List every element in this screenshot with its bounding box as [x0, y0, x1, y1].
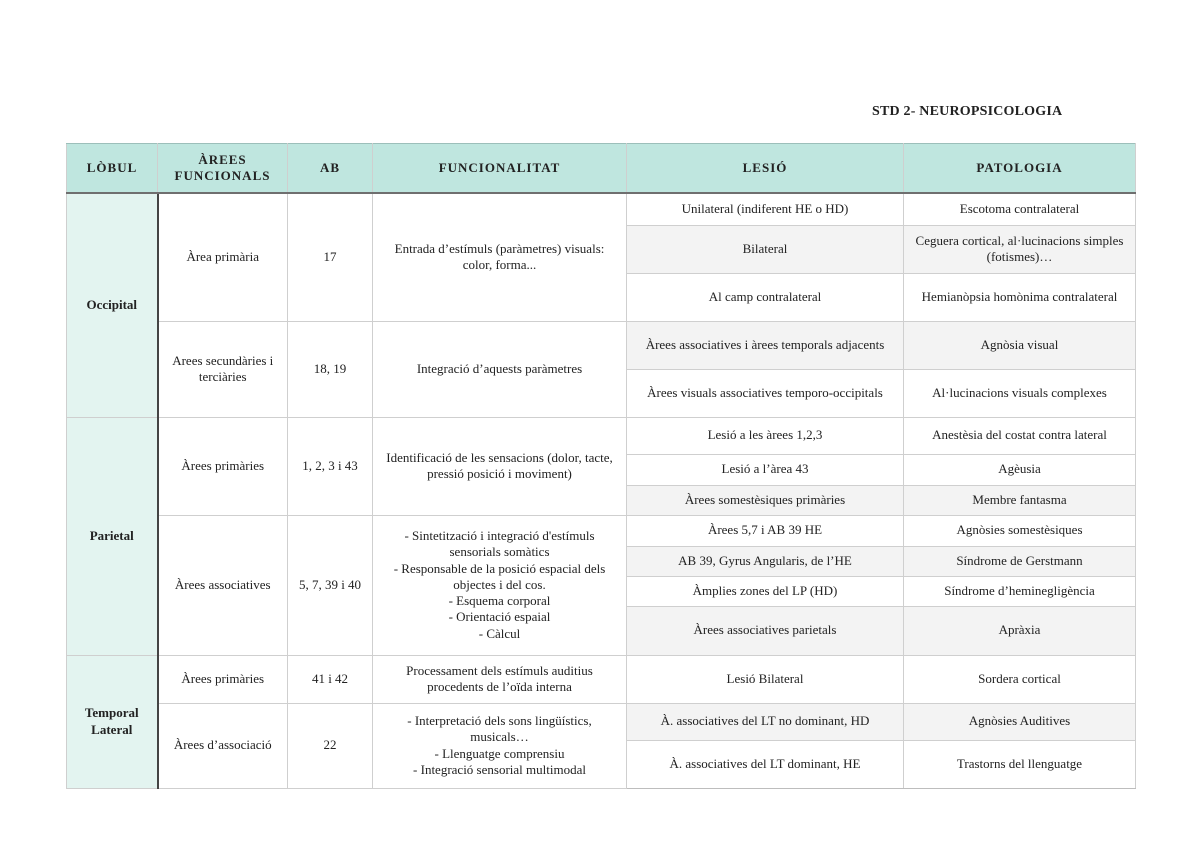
area-name: Àrees d’associació — [158, 703, 288, 788]
lesion-cell: Àrees visuals associatives temporo-occipitals — [627, 369, 904, 417]
lesion-cell: Àrees 5,7 i AB 39 HE — [627, 515, 904, 546]
pathology-cell: Hemianòpsia homònima contralateral — [904, 273, 1136, 321]
column-header-patologia: PATOLOGIA — [904, 144, 1136, 194]
table-row — [67, 655, 1136, 703]
pathology-cell: Anestèsia del costat contra lateral — [904, 417, 1136, 454]
area-ab: 41 i 42 — [288, 655, 373, 703]
column-header-ab: AB — [288, 144, 373, 194]
area-function: Processament dels estímuls auditius procedents de l’oïda interna — [373, 655, 627, 703]
pathology-cell: Escotoma contralateral — [904, 193, 1136, 225]
column-header-arees-funcionals: ÀREES FUNCIONALS — [158, 144, 288, 194]
lobe-occipital: Occipital — [67, 193, 158, 417]
area-function: - Sintetització i integració d'estímuls sensorials somàtics - Responsable de la posició espacial dels objectes i del cos. - Esquema corporal - Orientació espaial - Càlcul — [373, 515, 627, 655]
pathology-cell: Síndrome d’heminegligència — [904, 576, 1136, 606]
lesion-cell: À. associatives del LT dominant, HE — [627, 740, 904, 788]
pathology-cell: Sordera cortical — [904, 655, 1136, 703]
lesion-cell: À. associatives del LT no dominant, HD — [627, 703, 904, 740]
column-header-lobul: LÒBUL — [67, 144, 158, 194]
pathology-cell: Síndrome de Gerstmann — [904, 546, 1136, 576]
lesion-cell: Bilateral — [627, 225, 904, 273]
document-title: STD 2- NEUROPSICOLOGIA — [872, 104, 1063, 119]
lesion-cell: Lesió a les àrees 1,2,3 — [627, 417, 904, 454]
neuropsychology-table — [66, 143, 1136, 789]
area-function: - Interpretació dels sons lingüístics, musicals… - Llenguatge comprensiu - Integració sensorial multimodal — [373, 703, 627, 788]
table-row — [67, 515, 1136, 546]
lesion-cell: Al camp contralateral — [627, 273, 904, 321]
area-name: Arees secundàries i terciàries — [158, 321, 288, 417]
table-row — [67, 703, 1136, 740]
lesion-cell: Àmplies zones del LP (HD) — [627, 576, 904, 606]
pathology-cell: Apràxia — [904, 606, 1136, 655]
area-function: Integració d’aquests paràmetres — [373, 321, 627, 417]
lesion-cell: Àrees associatives i àrees temporals adjacents — [627, 321, 904, 369]
area-name: Àrea primària — [158, 193, 288, 321]
area-ab: 1, 2, 3 i 43 — [288, 417, 373, 515]
lobe-temporal-lateral: Temporal Lateral — [67, 655, 158, 788]
area-ab: 22 — [288, 703, 373, 788]
pathology-cell: Trastorns del llenguatge — [904, 740, 1136, 788]
lesion-cell: Lesió Bilateral — [627, 655, 904, 703]
lesion-cell: Unilateral (indiferent HE o HD) — [627, 193, 904, 225]
lesion-cell: Lesió a l’àrea 43 — [627, 454, 904, 485]
pathology-cell: Agnòsia visual — [904, 321, 1136, 369]
area-name: Àrees associatives — [158, 515, 288, 655]
area-function: Entrada d’estímuls (paràmetres) visuals: color, forma... — [373, 193, 627, 321]
table-row — [67, 321, 1136, 369]
pathology-cell: Agnòsies Auditives — [904, 703, 1136, 740]
table-row — [67, 417, 1136, 454]
area-function: Identificació de les sensacions (dolor, tacte, pressió posició i moviment) — [373, 417, 627, 515]
lesion-cell: Àrees associatives parietals — [627, 606, 904, 655]
table-header-row — [67, 144, 1136, 194]
lobe-parietal: Parietal — [67, 417, 158, 655]
pathology-cell: Ceguera cortical, al·lucinacions simples (fotismes)… — [904, 225, 1136, 273]
area-ab: 18, 19 — [288, 321, 373, 417]
pathology-cell: Agèusia — [904, 454, 1136, 485]
column-header-funcionalitat: FUNCIONALITAT — [373, 144, 627, 194]
table-row — [67, 193, 1136, 225]
area-name: Àrees primàries — [158, 417, 288, 515]
pathology-cell: Al·lucinacions visuals complexes — [904, 369, 1136, 417]
area-ab: 5, 7, 39 i 40 — [288, 515, 373, 655]
pathology-cell: Agnòsies somestèsiques — [904, 515, 1136, 546]
column-header-lesio: LESIÓ — [627, 144, 904, 194]
pathology-cell: Membre fantasma — [904, 485, 1136, 515]
lesion-cell: AB 39, Gyrus Angularis, de l’HE — [627, 546, 904, 576]
area-name: Àrees primàries — [158, 655, 288, 703]
area-ab: 17 — [288, 193, 373, 321]
lesion-cell: Àrees somestèsiques primàries — [627, 485, 904, 515]
